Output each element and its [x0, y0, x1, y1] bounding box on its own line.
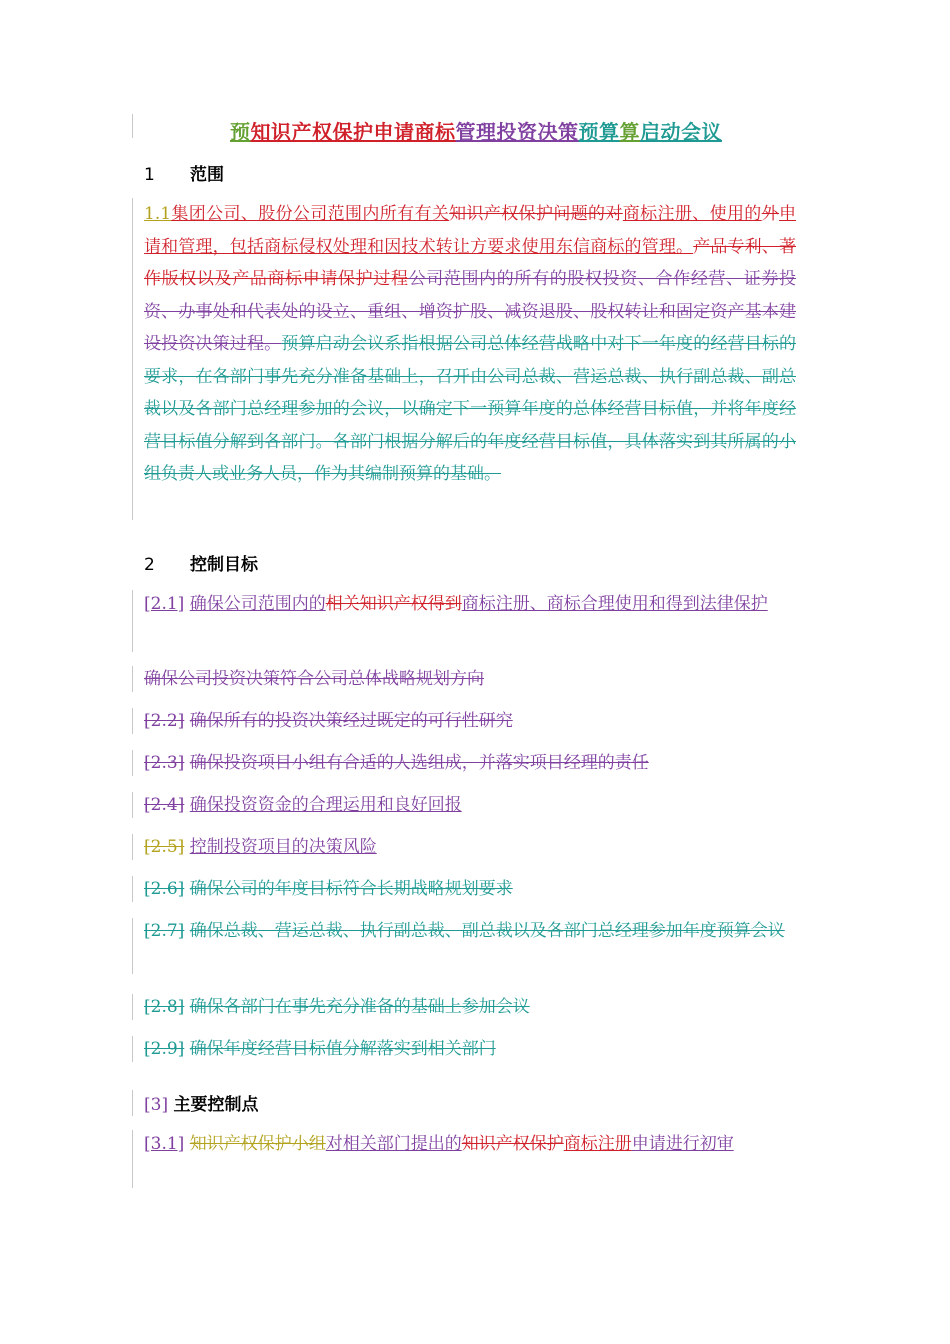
clause-number: 1.1	[144, 204, 172, 224]
change-bar	[132, 666, 133, 692]
change-bar	[132, 792, 133, 818]
objective-2-6: [2.6] 确保公司的年度目标符合长期战略规划要求	[144, 879, 513, 899]
section-title: 范围	[190, 165, 224, 185]
section-number: 2	[144, 555, 155, 575]
objective-2-9: [2.9] 确保年度经营目标值分解落实到相关部门	[144, 1039, 496, 1059]
objective-strategy: 确保公司投资决策符合公司总体战略规划方向	[144, 669, 484, 689]
change-bar	[132, 994, 133, 1020]
section-heading-scope	[144, 160, 224, 185]
section-number: 1	[144, 165, 155, 185]
change-bar	[132, 876, 133, 902]
title-part: 管理投资决策	[455, 120, 579, 144]
objective-2-3: [2.3] 确保投资项目小组有合适的人选组成，并落实项目经理的责任	[144, 753, 649, 773]
section-title: 控制目标	[190, 555, 258, 575]
section-title: 主要控制点	[173, 1095, 259, 1115]
objective-2-1: [2.1] 确保公司范围内的相关知识产权得到商标注册、商标合理使用和得到法律保护	[144, 594, 768, 614]
change-bar	[132, 198, 133, 520]
title-part: 启动会议	[640, 120, 722, 144]
objective-2-2: [2.2] 确保所有的投资决策经过既定的可行性研究	[144, 711, 513, 731]
change-bar	[132, 590, 133, 652]
section-number: [3]	[144, 1095, 169, 1115]
control-point-3-1: [3.1] 知识产权保护小组对相关部门提出的知识产权保护商标注册申请进行初审	[144, 1134, 734, 1154]
title-part: 预	[230, 120, 251, 144]
change-bar	[132, 918, 133, 974]
objective-2-8: [2.8] 确保各部门在事先充分准备的基础上参加会议	[144, 997, 530, 1017]
objective-2-5: [2.5] 控制投资项目的决策风险	[144, 837, 377, 857]
title-part: 算	[619, 120, 640, 144]
title-part: 预算	[578, 120, 620, 144]
change-bar	[132, 708, 133, 734]
title-part: 知识产权保护申请商标	[250, 120, 456, 144]
scope-paragraph: 1.1集团公司、股份公司范围内所有有关知识产权保护问题的对商标注册、使用的外申请和管理，包括商标侵权处理和因技术转让方要求使用东信商标的管理。产品专利、著作版权以及产品商标申请保护过程公司范围内的所有的股权投资、合作经营、证券投资、办事处和代表处的设立、重组、增资扩股、减资退股、股权转让和固定资产基本建设投资决策过程。预算启动会议系指根据公司总体经营战略中对下一年度的经营目标的要求，在各部门事先充分准备基础上，召开由公司总裁、营运总裁、执行副总裁、副总裁以及各部门总经理参加的会议，以确定下一预算年度的总体经营目标值，并将年度经营目标值分解到各部门。各部门根据分解后的年度经营目标值，具体落实到其所属的小组负责人或业务人员，作为其编制预算的基础。	[144, 204, 797, 484]
objective-2-4: [2.4] 确保投资资金的合理运用和良好回报	[144, 795, 462, 815]
section-heading-control-points	[144, 1090, 259, 1115]
change-bar	[132, 1036, 133, 1062]
change-bar	[132, 114, 133, 138]
change-bar	[132, 1130, 133, 1188]
section-heading-objectives	[144, 550, 258, 575]
objective-2-7: [2.7] 确保总裁、营运总裁、执行副总裁、副总裁以及各部门总经理参加年度预算会议	[144, 921, 785, 941]
change-bar	[132, 834, 133, 860]
change-bar	[132, 1090, 133, 1116]
change-bar	[132, 750, 133, 776]
document-title	[230, 116, 830, 145]
